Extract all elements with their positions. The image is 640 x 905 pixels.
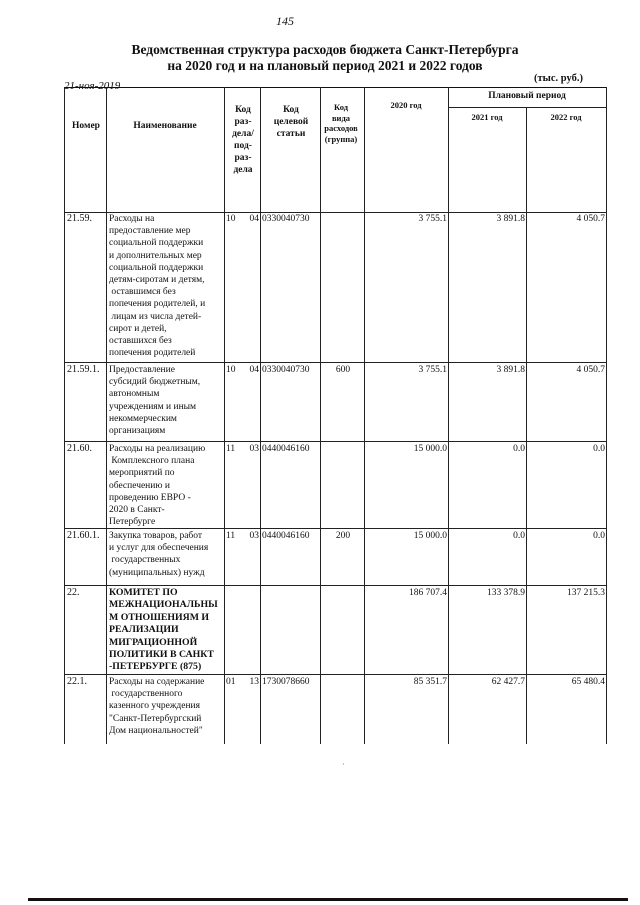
col-border	[526, 107, 527, 744]
header-line: Код	[235, 105, 251, 115]
row-value-2020: 186 707.4	[409, 588, 447, 598]
header-name: Наименование	[133, 121, 197, 131]
table-top-border	[64, 87, 606, 88]
row-name-line: социальной поддержки	[109, 238, 204, 249]
row-name-line: некоммерческим	[109, 413, 177, 424]
row-name-line: оставшимся без	[109, 287, 176, 298]
row-name-line: М ОТНОШЕНИЯМ И	[109, 611, 210, 623]
row-target-code: 1730078660	[262, 677, 310, 687]
row-section-code: 11	[226, 444, 236, 454]
header-line: статьи	[276, 129, 306, 139]
row-name-line: Расходы на содержание	[109, 677, 205, 687]
col-border	[606, 87, 607, 744]
row-value-2020: 85 351.7	[413, 677, 447, 687]
header-year-2022: 2022 год	[550, 112, 582, 122]
row-value-2021: 133 378.9	[487, 588, 525, 598]
row-name	[109, 587, 227, 674]
header-number: Номер	[72, 121, 100, 131]
row-name-line: государственного	[109, 689, 183, 700]
row-name-line: КОМИТЕТ ПО	[109, 587, 178, 598]
header-line: раз-	[234, 117, 252, 127]
col-border	[320, 87, 321, 744]
row-name-line: Петербурге	[109, 517, 156, 528]
row-name-line: Расходы на реализацию	[109, 444, 206, 454]
scan-speck: ·	[342, 760, 345, 769]
row-name-line: проведению ЕВРО -	[109, 492, 191, 503]
row-target-code: 0330040730	[262, 214, 310, 224]
row-number: 22.1.	[67, 676, 87, 687]
row-value-2021: 62 427.7	[491, 677, 525, 687]
row-name-line: обеспечению и	[109, 480, 170, 491]
title-line-1: Ведомственная структура расходов бюджета Санкт-Петербурга	[131, 42, 519, 57]
row-divider	[64, 674, 606, 675]
row-value-2021: 0.0	[513, 531, 525, 541]
header-section-code	[226, 104, 260, 176]
footer-rule	[28, 898, 628, 901]
header-line: под-	[234, 141, 252, 151]
document-date: 21-ноя-2019	[64, 80, 121, 92]
row-value-2022: 65 480.4	[571, 677, 605, 687]
row-name-line: и услуг для обеспечения	[109, 543, 209, 554]
row-section-code: 10	[226, 214, 236, 224]
row-value-2021: 3 891.8	[496, 365, 525, 375]
row-name-line: казенного учреждения	[109, 701, 201, 712]
row-name-line: предоставление мер	[109, 226, 191, 237]
row-divider	[64, 362, 606, 363]
row-name-line: организациям	[109, 426, 166, 437]
header-line: вида	[331, 112, 351, 123]
row-name-line: (муниципальных) нужд	[109, 567, 205, 578]
title-line-2: на 2020 год и на плановый период 2021 и 2022 годов	[167, 58, 483, 73]
row-name-line: оставшихся без	[109, 336, 172, 347]
row-name-line: МЕЖНАЦИОНАЛЬНЫ	[109, 599, 218, 611]
header-line: дела	[233, 165, 253, 175]
row-name	[109, 530, 227, 579]
row-expense-code: 200	[335, 531, 351, 541]
row-number: 21.60.	[67, 443, 92, 454]
units-label: (тыс. руб.)	[534, 73, 583, 84]
header-year-2021: 2021 год	[471, 112, 503, 122]
row-value-2020: 3 755.1	[418, 365, 447, 375]
row-name-line: попечения родителей	[109, 348, 196, 359]
row-subsection-code: 04	[249, 365, 259, 375]
row-value-2022: 137 215.3	[567, 588, 605, 598]
row-name-line: автономным	[109, 389, 160, 400]
document-title	[90, 42, 560, 74]
row-subsection-code: 03	[249, 444, 259, 454]
header-target-code	[262, 104, 320, 140]
row-name-line: "Санкт-Петербургский	[109, 713, 202, 724]
row-name-line: социальной поддержки	[109, 262, 204, 273]
row-name-line: учреждениям и иным	[109, 401, 197, 412]
row-name	[109, 364, 227, 437]
header-planned-period: Плановый период	[488, 91, 566, 101]
row-target-code: 0330040730	[262, 365, 310, 375]
row-value-2022: 0.0	[593, 531, 605, 541]
header-year-2020: 2020 год	[390, 100, 422, 110]
row-number: 21.59.1.	[67, 364, 100, 375]
row-target-code: 0440046160	[262, 531, 310, 541]
row-name-line: Расходы на	[109, 214, 155, 224]
row-target-code: 0440046160	[262, 444, 310, 454]
row-name-line: МИГРАЦИОННОЙ	[109, 636, 198, 648]
header-line: расходов	[324, 123, 358, 133]
header-line: Код	[333, 102, 349, 112]
header-line: раз-	[234, 153, 252, 163]
col-border	[106, 87, 107, 744]
row-subsection-code: 03	[249, 531, 259, 541]
row-name-line: субсидий бюджетным,	[109, 377, 201, 388]
row-number: 21.60.1.	[67, 530, 100, 541]
row-value-2021: 0.0	[513, 444, 525, 454]
row-expense-code: 600	[335, 365, 351, 375]
row-value-2021: 3 891.8	[496, 214, 525, 224]
header-expense-code	[320, 102, 362, 144]
header-line: целевой	[273, 117, 309, 127]
row-name-line: попечения родителей, и	[109, 299, 206, 310]
col-border	[448, 87, 449, 744]
row-name-line: государственных	[109, 555, 181, 566]
row-name-line: ПОЛИТИКИ В САНКТ	[109, 649, 214, 661]
planned-period-divider	[448, 107, 606, 108]
header-line: (группа)	[324, 133, 358, 144]
row-section-code: 10	[226, 365, 236, 375]
row-number: 22.	[67, 587, 80, 598]
row-name-line: детям-сиротам и детям,	[109, 275, 205, 286]
page-number: 145	[276, 14, 294, 28]
row-name	[109, 443, 227, 528]
row-name-line: Закупка товаров, работ	[109, 531, 203, 541]
header-line: Код	[283, 105, 299, 115]
col-border	[364, 87, 365, 744]
row-section-code: 01	[226, 677, 236, 687]
row-name-line: -ПЕТЕРБУРГЕ (875)	[109, 661, 202, 673]
row-name-line: лицам из числа детей-	[109, 311, 202, 322]
row-name-line: и дополнительных мер	[109, 250, 202, 261]
row-name-line: мероприятий по	[109, 468, 175, 479]
row-value-2020: 15 000.0	[413, 531, 447, 541]
row-name-line: 2020 в Санкт-	[109, 505, 165, 516]
row-value-2022: 4 050.7	[576, 365, 605, 375]
row-name-line: Дом национальностей"	[109, 725, 203, 736]
row-number: 21.59.	[67, 213, 92, 224]
row-section-code: 11	[226, 531, 236, 541]
row-value-2020: 3 755.1	[418, 214, 447, 224]
row-name	[109, 213, 227, 359]
col-border	[260, 87, 261, 744]
header-line: дела/	[232, 129, 254, 139]
row-divider	[64, 585, 606, 586]
row-value-2022: 4 050.7	[576, 214, 605, 224]
row-name-line: Комплексного плана	[109, 456, 195, 467]
row-value-2020: 15 000.0	[413, 444, 447, 454]
row-name-line: РЕАЛИЗАЦИИ	[109, 624, 179, 636]
row-name	[109, 676, 227, 737]
row-subsection-code: 04	[249, 214, 259, 224]
row-name-line: сирот и детей,	[109, 323, 167, 334]
row-subsection-code: 13	[249, 677, 259, 687]
col-border	[64, 87, 65, 744]
row-divider	[64, 441, 606, 442]
row-value-2022: 0.0	[593, 444, 605, 454]
row-name-line: Предоставление	[109, 365, 175, 375]
